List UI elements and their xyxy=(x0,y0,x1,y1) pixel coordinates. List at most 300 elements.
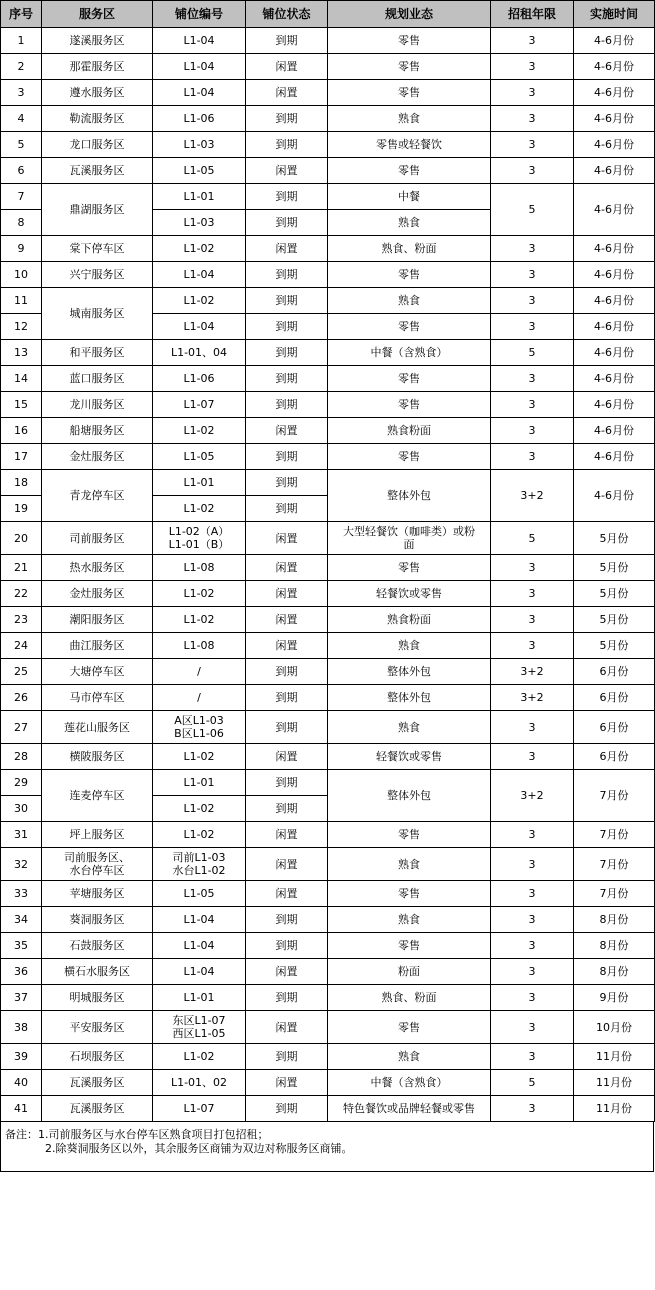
row-biz: 零售 xyxy=(328,262,491,288)
row-area: 苹塘服务区 xyxy=(42,881,153,907)
row-area: 勒流服务区 xyxy=(42,106,153,132)
row-status: 闲置 xyxy=(246,744,328,770)
table-row xyxy=(1,28,655,54)
row-status: 到期 xyxy=(246,392,328,418)
row-years: 3 xyxy=(491,366,574,392)
table-row xyxy=(1,1011,655,1044)
row-code: L1-02 xyxy=(153,288,246,314)
row-no: 4 xyxy=(1,106,42,132)
row-time: 7月份 xyxy=(574,848,655,881)
row-area-line-1: 司前服务区、 xyxy=(64,851,130,864)
row-no: 22 xyxy=(1,581,42,607)
row-time: 10月份 xyxy=(574,1011,655,1044)
row-no: 38 xyxy=(1,1011,42,1044)
row-code: L1-02 xyxy=(153,796,246,822)
row-years: 5 xyxy=(491,522,574,555)
table-row xyxy=(1,366,655,392)
row-biz: 中餐（含熟食） xyxy=(328,1070,491,1096)
row-time: 8月份 xyxy=(574,907,655,933)
row-status: 到期 xyxy=(246,496,328,522)
row-biz: 特色餐饮或品牌轻餐或零售 xyxy=(328,1096,491,1122)
row-area: 龙川服务区 xyxy=(42,392,153,418)
header-status: 铺位状态 xyxy=(246,1,328,28)
row-time: 7月份 xyxy=(574,881,655,907)
table-row xyxy=(1,132,655,158)
row-biz: 轻餐饮或零售 xyxy=(328,581,491,607)
row-no: 36 xyxy=(1,959,42,985)
header-biz: 规划业态 xyxy=(328,1,491,28)
row-area xyxy=(42,848,153,881)
row-status: 到期 xyxy=(246,1096,328,1122)
row-area: 瓦溪服务区 xyxy=(42,1070,153,1096)
row-biz xyxy=(328,522,491,555)
row-time: 4-6月份 xyxy=(574,28,655,54)
row-no: 7 xyxy=(1,184,42,210)
header-code: 铺位编号 xyxy=(153,1,246,28)
row-biz: 轻餐饮或零售 xyxy=(328,744,491,770)
table-row xyxy=(1,770,655,796)
row-code: L1-04 xyxy=(153,54,246,80)
table-row xyxy=(1,907,655,933)
row-years: 3 xyxy=(491,418,574,444)
row-biz: 零售 xyxy=(328,881,491,907)
row-code: L1-04 xyxy=(153,80,246,106)
row-status: 闲置 xyxy=(246,522,328,555)
row-code: L1-01 xyxy=(153,184,246,210)
row-code: L1-06 xyxy=(153,106,246,132)
row-status: 到期 xyxy=(246,796,328,822)
row-time: 4-6月份 xyxy=(574,392,655,418)
row-years: 3 xyxy=(491,822,574,848)
row-code: / xyxy=(153,685,246,711)
table-row xyxy=(1,418,655,444)
row-code: L1-07 xyxy=(153,392,246,418)
row-area: 棠下停车区 xyxy=(42,236,153,262)
row-status: 闲置 xyxy=(246,581,328,607)
row-code-line-1: 东区L1-07 xyxy=(172,1014,226,1027)
row-biz: 零售 xyxy=(328,158,491,184)
row-status: 到期 xyxy=(246,444,328,470)
row-biz: 熟食、粉面 xyxy=(328,236,491,262)
row-time: 5月份 xyxy=(574,633,655,659)
row-status: 到期 xyxy=(246,340,328,366)
row-area: 城南服务区 xyxy=(42,288,153,340)
row-no: 18 xyxy=(1,470,42,496)
row-status: 到期 xyxy=(246,933,328,959)
row-time: 6月份 xyxy=(574,685,655,711)
row-code: L1-05 xyxy=(153,444,246,470)
row-biz: 零售 xyxy=(328,392,491,418)
row-years: 3 xyxy=(491,555,574,581)
row-biz: 熟食粉面 xyxy=(328,418,491,444)
row-code xyxy=(153,1011,246,1044)
row-code: L1-04 xyxy=(153,314,246,340)
row-no: 10 xyxy=(1,262,42,288)
table-row xyxy=(1,985,655,1011)
row-area-line-2: 水台停车区 xyxy=(69,864,125,877)
table-row xyxy=(1,444,655,470)
row-time: 4-6月份 xyxy=(574,158,655,184)
row-no: 1 xyxy=(1,28,42,54)
row-biz: 熟食 xyxy=(328,711,491,744)
row-area: 葵洞服务区 xyxy=(42,907,153,933)
table-row xyxy=(1,522,655,555)
row-years: 3 xyxy=(491,392,574,418)
row-status: 闲置 xyxy=(246,1011,328,1044)
row-time: 11月份 xyxy=(574,1070,655,1096)
row-status: 闲置 xyxy=(246,418,328,444)
row-code: L1-02 xyxy=(153,744,246,770)
row-code-line-2: B区L1-06 xyxy=(174,727,224,740)
row-code-line-2: L1-01（B） xyxy=(168,538,230,551)
row-biz: 零售 xyxy=(328,444,491,470)
row-biz: 零售 xyxy=(328,366,491,392)
row-biz: 中餐 xyxy=(328,184,491,210)
row-years: 3 xyxy=(491,1096,574,1122)
row-time: 4-6月份 xyxy=(574,132,655,158)
row-code-line-2: 水台L1-02 xyxy=(172,864,226,877)
row-biz: 零售 xyxy=(328,54,491,80)
row-no: 40 xyxy=(1,1070,42,1096)
row-no: 15 xyxy=(1,392,42,418)
table-row xyxy=(1,236,655,262)
row-biz: 熟食粉面 xyxy=(328,607,491,633)
row-no: 8 xyxy=(1,210,42,236)
row-status: 闲置 xyxy=(246,633,328,659)
row-code: L1-02 xyxy=(153,1044,246,1070)
row-years: 3+2 xyxy=(491,770,574,822)
row-status: 到期 xyxy=(246,210,328,236)
row-biz: 零售 xyxy=(328,822,491,848)
row-biz: 熟食 xyxy=(328,288,491,314)
table-row xyxy=(1,80,655,106)
row-area: 石鼓服务区 xyxy=(42,933,153,959)
row-area: 金灶服务区 xyxy=(42,581,153,607)
row-code xyxy=(153,848,246,881)
row-status: 到期 xyxy=(246,314,328,340)
row-time: 4-6月份 xyxy=(574,54,655,80)
table-row xyxy=(1,340,655,366)
row-time: 4-6月份 xyxy=(574,340,655,366)
row-no: 9 xyxy=(1,236,42,262)
row-area: 兴宁服务区 xyxy=(42,262,153,288)
table-row xyxy=(1,470,655,496)
row-biz: 零售 xyxy=(328,555,491,581)
row-area: 曲江服务区 xyxy=(42,633,153,659)
row-code: L1-04 xyxy=(153,28,246,54)
row-no: 16 xyxy=(1,418,42,444)
row-time: 11月份 xyxy=(574,1096,655,1122)
row-years: 3 xyxy=(491,607,574,633)
row-time: 4-6月份 xyxy=(574,314,655,340)
table-row xyxy=(1,881,655,907)
table-row xyxy=(1,262,655,288)
row-no: 6 xyxy=(1,158,42,184)
row-biz: 熟食 xyxy=(328,848,491,881)
note-line-1: 备注：1.司前服务区与水台停车区熟食项目打包招租； xyxy=(5,1128,269,1141)
row-time: 8月份 xyxy=(574,933,655,959)
row-area: 石坝服务区 xyxy=(42,1044,153,1070)
row-code xyxy=(153,711,246,744)
row-code-line-2: 西区L1-05 xyxy=(172,1027,226,1040)
row-biz: 整体外包 xyxy=(328,659,491,685)
row-no: 39 xyxy=(1,1044,42,1070)
row-no: 19 xyxy=(1,496,42,522)
row-time: 4-6月份 xyxy=(574,236,655,262)
row-years: 3 xyxy=(491,907,574,933)
row-biz: 中餐（含熟食） xyxy=(328,340,491,366)
row-status: 闲置 xyxy=(246,158,328,184)
row-status: 到期 xyxy=(246,770,328,796)
row-time: 4-6月份 xyxy=(574,444,655,470)
row-status: 到期 xyxy=(246,366,328,392)
row-time: 7月份 xyxy=(574,822,655,848)
row-status: 闲置 xyxy=(246,1070,328,1096)
row-time: 4-6月份 xyxy=(574,80,655,106)
row-no: 32 xyxy=(1,848,42,881)
table-row xyxy=(1,158,655,184)
table-row xyxy=(1,659,655,685)
row-status: 闲置 xyxy=(246,822,328,848)
row-no: 33 xyxy=(1,881,42,907)
row-years: 3 xyxy=(491,236,574,262)
row-area: 坪上服务区 xyxy=(42,822,153,848)
row-code: L1-01、02 xyxy=(153,1070,246,1096)
table-row xyxy=(1,933,655,959)
row-code: L1-03 xyxy=(153,132,246,158)
row-no: 14 xyxy=(1,366,42,392)
row-years: 3 xyxy=(491,262,574,288)
header-no: 序号 xyxy=(1,1,42,28)
row-time: 5月份 xyxy=(574,555,655,581)
row-area: 热水服务区 xyxy=(42,555,153,581)
row-biz: 零售 xyxy=(328,1011,491,1044)
row-biz-line-2: 面 xyxy=(403,538,415,551)
row-years: 3+2 xyxy=(491,470,574,522)
row-years: 3 xyxy=(491,1011,574,1044)
row-biz: 熟食、粉面 xyxy=(328,985,491,1011)
row-code xyxy=(153,522,246,555)
row-code: L1-04 xyxy=(153,959,246,985)
row-time: 4-6月份 xyxy=(574,418,655,444)
row-years: 3 xyxy=(491,633,574,659)
row-status: 闲置 xyxy=(246,236,328,262)
row-years: 5 xyxy=(491,1070,574,1096)
row-no: 2 xyxy=(1,54,42,80)
table-body xyxy=(1,28,655,1122)
row-years: 3 xyxy=(491,985,574,1011)
header-row xyxy=(1,1,655,28)
header-years: 招租年限 xyxy=(491,1,574,28)
row-status: 闲置 xyxy=(246,54,328,80)
row-time: 4-6月份 xyxy=(574,470,655,522)
row-time: 4-6月份 xyxy=(574,288,655,314)
row-biz: 整体外包 xyxy=(328,470,491,522)
row-area: 潮阳服务区 xyxy=(42,607,153,633)
row-area: 金灶服务区 xyxy=(42,444,153,470)
row-no: 3 xyxy=(1,80,42,106)
row-time: 5月份 xyxy=(574,522,655,555)
table-row xyxy=(1,848,655,881)
row-code-line-1: A区L1-03 xyxy=(174,714,224,727)
row-area: 遂溪服务区 xyxy=(42,28,153,54)
row-area: 遵水服务区 xyxy=(42,80,153,106)
row-no: 13 xyxy=(1,340,42,366)
row-years: 3 xyxy=(491,711,574,744)
row-code: L1-04 xyxy=(153,262,246,288)
row-time: 8月份 xyxy=(574,959,655,985)
row-no: 11 xyxy=(1,288,42,314)
row-years: 3 xyxy=(491,959,574,985)
row-area: 大塘停车区 xyxy=(42,659,153,685)
row-biz: 熟食 xyxy=(328,106,491,132)
row-code: / xyxy=(153,659,246,685)
row-biz-line-1: 大型轻餐饮（咖啡类）或粉 xyxy=(343,525,475,538)
row-no: 20 xyxy=(1,522,42,555)
table-row xyxy=(1,607,655,633)
row-code: L1-03 xyxy=(153,210,246,236)
row-years: 3 xyxy=(491,744,574,770)
row-time: 4-6月份 xyxy=(574,184,655,236)
row-no: 34 xyxy=(1,907,42,933)
row-no: 17 xyxy=(1,444,42,470)
row-time: 4-6月份 xyxy=(574,106,655,132)
table-row xyxy=(1,54,655,80)
row-status: 到期 xyxy=(246,907,328,933)
row-time: 6月份 xyxy=(574,711,655,744)
row-code: L1-01 xyxy=(153,470,246,496)
row-no: 24 xyxy=(1,633,42,659)
row-no: 27 xyxy=(1,711,42,744)
row-years: 3 xyxy=(491,314,574,340)
row-area: 瓦溪服务区 xyxy=(42,1096,153,1122)
row-area: 明城服务区 xyxy=(42,985,153,1011)
table-row xyxy=(1,1070,655,1096)
row-code: L1-05 xyxy=(153,158,246,184)
row-area: 横陂服务区 xyxy=(42,744,153,770)
table-row xyxy=(1,1096,655,1122)
row-years: 3 xyxy=(491,581,574,607)
header-area: 服务区 xyxy=(42,1,153,28)
row-area: 司前服务区 xyxy=(42,522,153,555)
table-row xyxy=(1,633,655,659)
row-biz: 整体外包 xyxy=(328,685,491,711)
row-time: 11月份 xyxy=(574,1044,655,1070)
row-code: L1-02 xyxy=(153,418,246,444)
row-biz: 粉面 xyxy=(328,959,491,985)
table-row xyxy=(1,744,655,770)
row-no: 29 xyxy=(1,770,42,796)
row-no: 28 xyxy=(1,744,42,770)
row-time: 6月份 xyxy=(574,659,655,685)
row-code: L1-02 xyxy=(153,236,246,262)
row-time: 9月份 xyxy=(574,985,655,1011)
row-years: 3 xyxy=(491,881,574,907)
row-code-line-1: 司前L1-03 xyxy=(172,851,226,864)
row-no: 35 xyxy=(1,933,42,959)
row-area: 那霍服务区 xyxy=(42,54,153,80)
table-row xyxy=(1,1044,655,1070)
row-code: L1-02 xyxy=(153,607,246,633)
row-biz: 整体外包 xyxy=(328,770,491,822)
row-code: L1-02 xyxy=(153,496,246,522)
row-status: 到期 xyxy=(246,106,328,132)
row-area: 船塘服务区 xyxy=(42,418,153,444)
notes xyxy=(0,1122,654,1172)
row-time: 4-6月份 xyxy=(574,262,655,288)
row-area: 蓝口服务区 xyxy=(42,366,153,392)
row-years: 3 xyxy=(491,54,574,80)
table-row xyxy=(1,392,655,418)
row-years: 5 xyxy=(491,184,574,236)
row-area: 青龙停车区 xyxy=(42,470,153,522)
row-code-line-1: L1-02（A） xyxy=(168,525,230,538)
row-no: 5 xyxy=(1,132,42,158)
row-time: 5月份 xyxy=(574,581,655,607)
row-years: 3 xyxy=(491,1044,574,1070)
table-row xyxy=(1,711,655,744)
row-years: 3 xyxy=(491,106,574,132)
row-years: 3+2 xyxy=(491,659,574,685)
row-status: 闲置 xyxy=(246,80,328,106)
row-years: 3 xyxy=(491,288,574,314)
row-status: 闲置 xyxy=(246,607,328,633)
row-code: L1-01 xyxy=(153,985,246,1011)
row-status: 到期 xyxy=(246,28,328,54)
row-years: 3 xyxy=(491,933,574,959)
table-row xyxy=(1,822,655,848)
row-status: 闲置 xyxy=(246,959,328,985)
row-area: 连麦停车区 xyxy=(42,770,153,822)
row-area: 平安服务区 xyxy=(42,1011,153,1044)
row-area: 横石水服务区 xyxy=(42,959,153,985)
row-no: 37 xyxy=(1,985,42,1011)
row-years: 3 xyxy=(491,132,574,158)
row-status: 到期 xyxy=(246,132,328,158)
note-line-2: 2.除葵洞服务区以外，其余服务区商铺为双边对称服务区商铺。 xyxy=(45,1142,353,1155)
row-status: 到期 xyxy=(246,659,328,685)
row-code: L1-08 xyxy=(153,555,246,581)
row-years: 3 xyxy=(491,28,574,54)
header-time: 实施时间 xyxy=(574,1,655,28)
row-biz: 熟食 xyxy=(328,1044,491,1070)
row-biz: 零售 xyxy=(328,314,491,340)
row-code: L1-05 xyxy=(153,881,246,907)
row-area: 和平服务区 xyxy=(42,340,153,366)
row-status: 到期 xyxy=(246,711,328,744)
table-row xyxy=(1,555,655,581)
table-row xyxy=(1,959,655,985)
row-years: 3 xyxy=(491,848,574,881)
row-no: 25 xyxy=(1,659,42,685)
row-code: L1-06 xyxy=(153,366,246,392)
row-status: 闲置 xyxy=(246,555,328,581)
row-no: 21 xyxy=(1,555,42,581)
row-status: 到期 xyxy=(246,685,328,711)
row-biz: 熟食 xyxy=(328,633,491,659)
row-biz: 零售 xyxy=(328,80,491,106)
row-years: 3+2 xyxy=(491,685,574,711)
row-time: 7月份 xyxy=(574,770,655,822)
row-biz: 零售或轻餐饮 xyxy=(328,132,491,158)
row-status: 到期 xyxy=(246,184,328,210)
row-no: 12 xyxy=(1,314,42,340)
row-code: L1-04 xyxy=(153,933,246,959)
row-status: 闲置 xyxy=(246,881,328,907)
row-biz: 零售 xyxy=(328,933,491,959)
row-no: 31 xyxy=(1,822,42,848)
row-time: 6月份 xyxy=(574,744,655,770)
